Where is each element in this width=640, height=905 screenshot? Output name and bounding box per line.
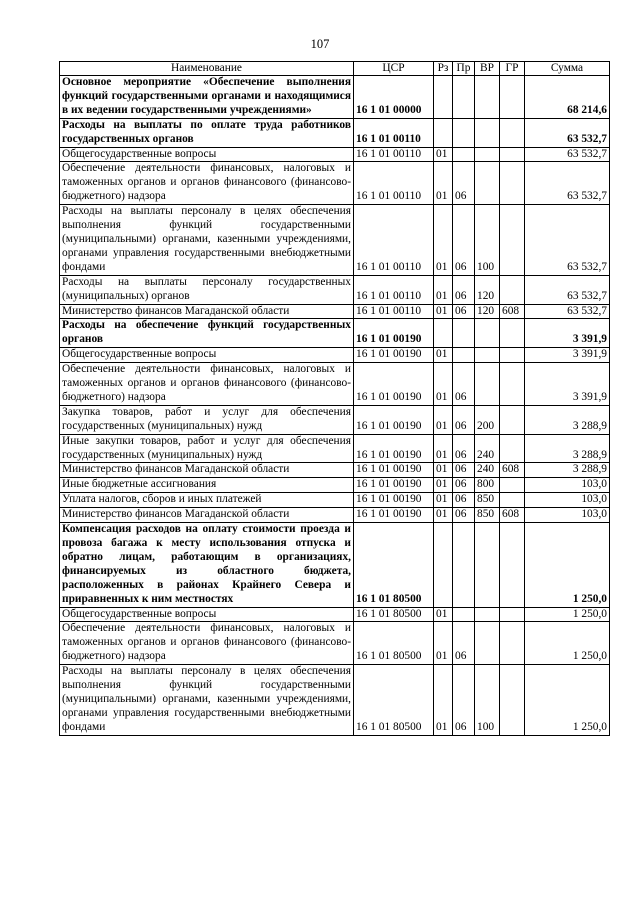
row-vr-cell: 100 (475, 205, 500, 276)
row-name-cell: Министерство финансов Магаданской области (60, 463, 354, 478)
table-row (60, 523, 610, 607)
row-gr-cell: 608 (500, 508, 525, 523)
row-name-cell: Общегосударственные вопросы (60, 348, 354, 363)
row-vr-cell (475, 162, 500, 205)
row-pr-cell (453, 319, 475, 348)
table-row (60, 162, 610, 205)
row-csr-cell: 16 1 01 00190 (354, 478, 434, 493)
row-vr-cell (475, 118, 500, 147)
row-rz-cell: 01 (434, 405, 453, 434)
table-row (60, 275, 610, 304)
row-gr-cell (500, 622, 525, 665)
row-vr-cell: 120 (475, 304, 500, 319)
row-pr-cell: 06 (453, 665, 475, 736)
header-gr: ГР (500, 62, 525, 76)
row-csr-cell: 16 1 01 00110 (354, 147, 434, 162)
table-row (60, 493, 610, 508)
row-gr-cell (500, 319, 525, 348)
row-csr-cell: 16 1 01 00190 (354, 348, 434, 363)
row-csr-cell: 16 1 01 00000 (354, 76, 434, 119)
table-row (60, 665, 610, 736)
table-row (60, 622, 610, 665)
row-gr-cell (500, 275, 525, 304)
row-csr-cell: 16 1 01 80500 (354, 607, 434, 622)
row-sum-cell: 1 250,0 (525, 523, 610, 607)
row-sum-cell: 63 532,7 (525, 304, 610, 319)
table-row (60, 76, 610, 119)
row-rz-cell: 01 (434, 607, 453, 622)
row-rz-cell: 01 (434, 434, 453, 463)
row-pr-cell (453, 523, 475, 607)
row-pr-cell (453, 118, 475, 147)
row-pr-cell: 06 (453, 304, 475, 319)
row-name-cell: Расходы на выплаты по оплате труда работников государственных органов (60, 118, 354, 147)
row-pr-cell: 06 (453, 434, 475, 463)
row-pr-cell: 06 (453, 405, 475, 434)
row-csr-cell: 16 1 01 00110 (354, 304, 434, 319)
row-gr-cell (500, 363, 525, 406)
row-vr-cell: 850 (475, 493, 500, 508)
row-pr-cell (453, 76, 475, 119)
row-sum-cell: 1 250,0 (525, 622, 610, 665)
row-name-cell: Расходы на выплаты персоналу в целях обеспечения выполнения функций государственными (муниципальными) органами, казенными учреждениями, органами управления государственными внебюджетными фондами (60, 665, 354, 736)
row-csr-cell: 16 1 01 00190 (354, 363, 434, 406)
table-row (60, 478, 610, 493)
header-pr: Пр (453, 62, 475, 76)
row-vr-cell: 240 (475, 434, 500, 463)
row-gr-cell (500, 478, 525, 493)
row-sum-cell: 3 391,9 (525, 363, 610, 406)
row-sum-cell: 68 214,6 (525, 76, 610, 119)
row-sum-cell: 63 532,7 (525, 118, 610, 147)
row-gr-cell (500, 607, 525, 622)
row-csr-cell: 16 1 01 80500 (354, 622, 434, 665)
row-gr-cell (500, 147, 525, 162)
row-rz-cell (434, 319, 453, 348)
row-rz-cell (434, 523, 453, 607)
row-rz-cell: 01 (434, 162, 453, 205)
row-gr-cell (500, 205, 525, 276)
row-gr-cell (500, 118, 525, 147)
row-pr-cell: 06 (453, 622, 475, 665)
header-name: Наименование (60, 62, 354, 76)
row-gr-cell (500, 493, 525, 508)
row-pr-cell: 06 (453, 463, 475, 478)
row-pr-cell (453, 147, 475, 162)
row-rz-cell: 01 (434, 665, 453, 736)
row-csr-cell: 16 1 01 00110 (354, 118, 434, 147)
row-sum-cell: 3 288,9 (525, 405, 610, 434)
row-rz-cell (434, 118, 453, 147)
table-row (60, 363, 610, 406)
row-vr-cell: 200 (475, 405, 500, 434)
row-gr-cell (500, 434, 525, 463)
row-csr-cell: 16 1 01 00190 (354, 405, 434, 434)
row-rz-cell: 01 (434, 478, 453, 493)
row-name-cell: Общегосударственные вопросы (60, 147, 354, 162)
row-rz-cell (434, 76, 453, 119)
row-sum-cell: 1 250,0 (525, 665, 610, 736)
row-pr-cell: 06 (453, 205, 475, 276)
row-sum-cell: 103,0 (525, 508, 610, 523)
row-rz-cell: 01 (434, 493, 453, 508)
row-csr-cell: 16 1 01 00190 (354, 434, 434, 463)
row-vr-cell (475, 319, 500, 348)
row-pr-cell: 06 (453, 275, 475, 304)
row-csr-cell: 16 1 01 00110 (354, 275, 434, 304)
row-vr-cell: 800 (475, 478, 500, 493)
row-vr-cell (475, 622, 500, 665)
table-row (60, 348, 610, 363)
header-vr: ВР (475, 62, 500, 76)
row-vr-cell (475, 363, 500, 406)
row-sum-cell: 3 391,9 (525, 319, 610, 348)
row-pr-cell: 06 (453, 478, 475, 493)
row-name-cell: Министерство финансов Магаданской области (60, 304, 354, 319)
budget-table (59, 61, 610, 736)
header-rz: Рз (434, 62, 453, 76)
row-csr-cell: 16 1 01 00110 (354, 162, 434, 205)
row-sum-cell: 63 532,7 (525, 275, 610, 304)
header-csr: ЦСР (354, 62, 434, 76)
row-name-cell: Расходы на обеспечение функций государственных органов (60, 319, 354, 348)
row-rz-cell: 01 (434, 348, 453, 363)
row-sum-cell: 63 532,7 (525, 205, 610, 276)
table-body (60, 76, 610, 736)
row-name-cell: Иные закупки товаров, работ и услуг для обеспечения государственных (муниципальных) нужд (60, 434, 354, 463)
row-sum-cell: 63 532,7 (525, 162, 610, 205)
row-name-cell: Министерство финансов Магаданской области (60, 508, 354, 523)
row-csr-cell: 16 1 01 00190 (354, 463, 434, 478)
row-sum-cell: 3 391,9 (525, 348, 610, 363)
row-vr-cell (475, 523, 500, 607)
row-pr-cell: 06 (453, 493, 475, 508)
row-rz-cell: 01 (434, 508, 453, 523)
row-name-cell: Компенсация расходов на оплату стоимости проезда и провоза багажа к месту использования отпуска и обратно лицам, работающим в организациях, финансируемых из областного бюджета, расположенных в районах Крайнего Севера и приравненных к ним местностях (60, 523, 354, 607)
table-row (60, 463, 610, 478)
table-row (60, 405, 610, 434)
row-rz-cell: 01 (434, 205, 453, 276)
page-number: 107 (310, 37, 330, 51)
row-rz-cell: 01 (434, 275, 453, 304)
row-vr-cell: 850 (475, 508, 500, 523)
row-csr-cell: 16 1 01 80500 (354, 665, 434, 736)
row-pr-cell (453, 607, 475, 622)
table-row (60, 434, 610, 463)
table-row (60, 118, 610, 147)
row-name-cell: Закупка товаров, работ и услуг для обеспечения государственных (муниципальных) нужд (60, 405, 354, 434)
row-vr-cell: 240 (475, 463, 500, 478)
table-row (60, 304, 610, 319)
row-sum-cell: 63 532,7 (525, 147, 610, 162)
table-row (60, 508, 610, 523)
row-pr-cell: 06 (453, 162, 475, 205)
header-sum: Сумма (525, 62, 610, 76)
row-vr-cell (475, 348, 500, 363)
table-row (60, 319, 610, 348)
row-csr-cell: 16 1 01 00190 (354, 493, 434, 508)
row-vr-cell: 120 (475, 275, 500, 304)
row-gr-cell (500, 348, 525, 363)
row-name-cell: Обеспечение деятельности финансовых, налоговых и таможенных органов и органов финансового (финансово-бюджетного) надзора (60, 162, 354, 205)
row-sum-cell: 3 288,9 (525, 463, 610, 478)
row-rz-cell: 01 (434, 463, 453, 478)
row-gr-cell (500, 665, 525, 736)
table-row (60, 147, 610, 162)
row-name-cell: Общегосударственные вопросы (60, 607, 354, 622)
row-gr-cell (500, 76, 525, 119)
row-csr-cell: 16 1 01 80500 (354, 523, 434, 607)
row-gr-cell (500, 162, 525, 205)
row-name-cell: Расходы на выплаты персоналу в целях обеспечения выполнения функций государственными (муниципальными) органами, казенными учреждениями, органами управления государственными внебюджетными фондами (60, 205, 354, 276)
row-csr-cell: 16 1 01 00190 (354, 319, 434, 348)
row-gr-cell: 608 (500, 304, 525, 319)
row-rz-cell: 01 (434, 622, 453, 665)
row-rz-cell: 01 (434, 363, 453, 406)
row-vr-cell (475, 607, 500, 622)
row-name-cell: Иные бюджетные ассигнования (60, 478, 354, 493)
row-pr-cell: 06 (453, 508, 475, 523)
table-row (60, 607, 610, 622)
row-sum-cell: 3 288,9 (525, 434, 610, 463)
row-sum-cell: 1 250,0 (525, 607, 610, 622)
row-gr-cell (500, 405, 525, 434)
row-gr-cell (500, 523, 525, 607)
row-vr-cell (475, 76, 500, 119)
row-name-cell: Основное мероприятие «Обеспечение выполнения функций государственными органами и находящимися в их ведении государственными учреждениями» (60, 76, 354, 119)
row-gr-cell: 608 (500, 463, 525, 478)
row-sum-cell: 103,0 (525, 493, 610, 508)
row-name-cell: Расходы на выплаты персоналу государственных (муниципальных) органов (60, 275, 354, 304)
row-pr-cell: 06 (453, 363, 475, 406)
row-pr-cell (453, 348, 475, 363)
row-sum-cell: 103,0 (525, 478, 610, 493)
row-rz-cell: 01 (434, 304, 453, 319)
table-header-row (60, 62, 610, 76)
row-vr-cell (475, 147, 500, 162)
row-name-cell: Обеспечение деятельности финансовых, налоговых и таможенных органов и органов финансового (финансово-бюджетного) надзора (60, 622, 354, 665)
row-name-cell: Уплата налогов, сборов и иных платежей (60, 493, 354, 508)
row-csr-cell: 16 1 01 00110 (354, 205, 434, 276)
table-row (60, 205, 610, 276)
row-rz-cell: 01 (434, 147, 453, 162)
row-csr-cell: 16 1 01 00190 (354, 508, 434, 523)
row-name-cell: Обеспечение деятельности финансовых, налоговых и таможенных органов и органов финансового (финансово-бюджетного) надзора (60, 363, 354, 406)
row-vr-cell: 100 (475, 665, 500, 736)
